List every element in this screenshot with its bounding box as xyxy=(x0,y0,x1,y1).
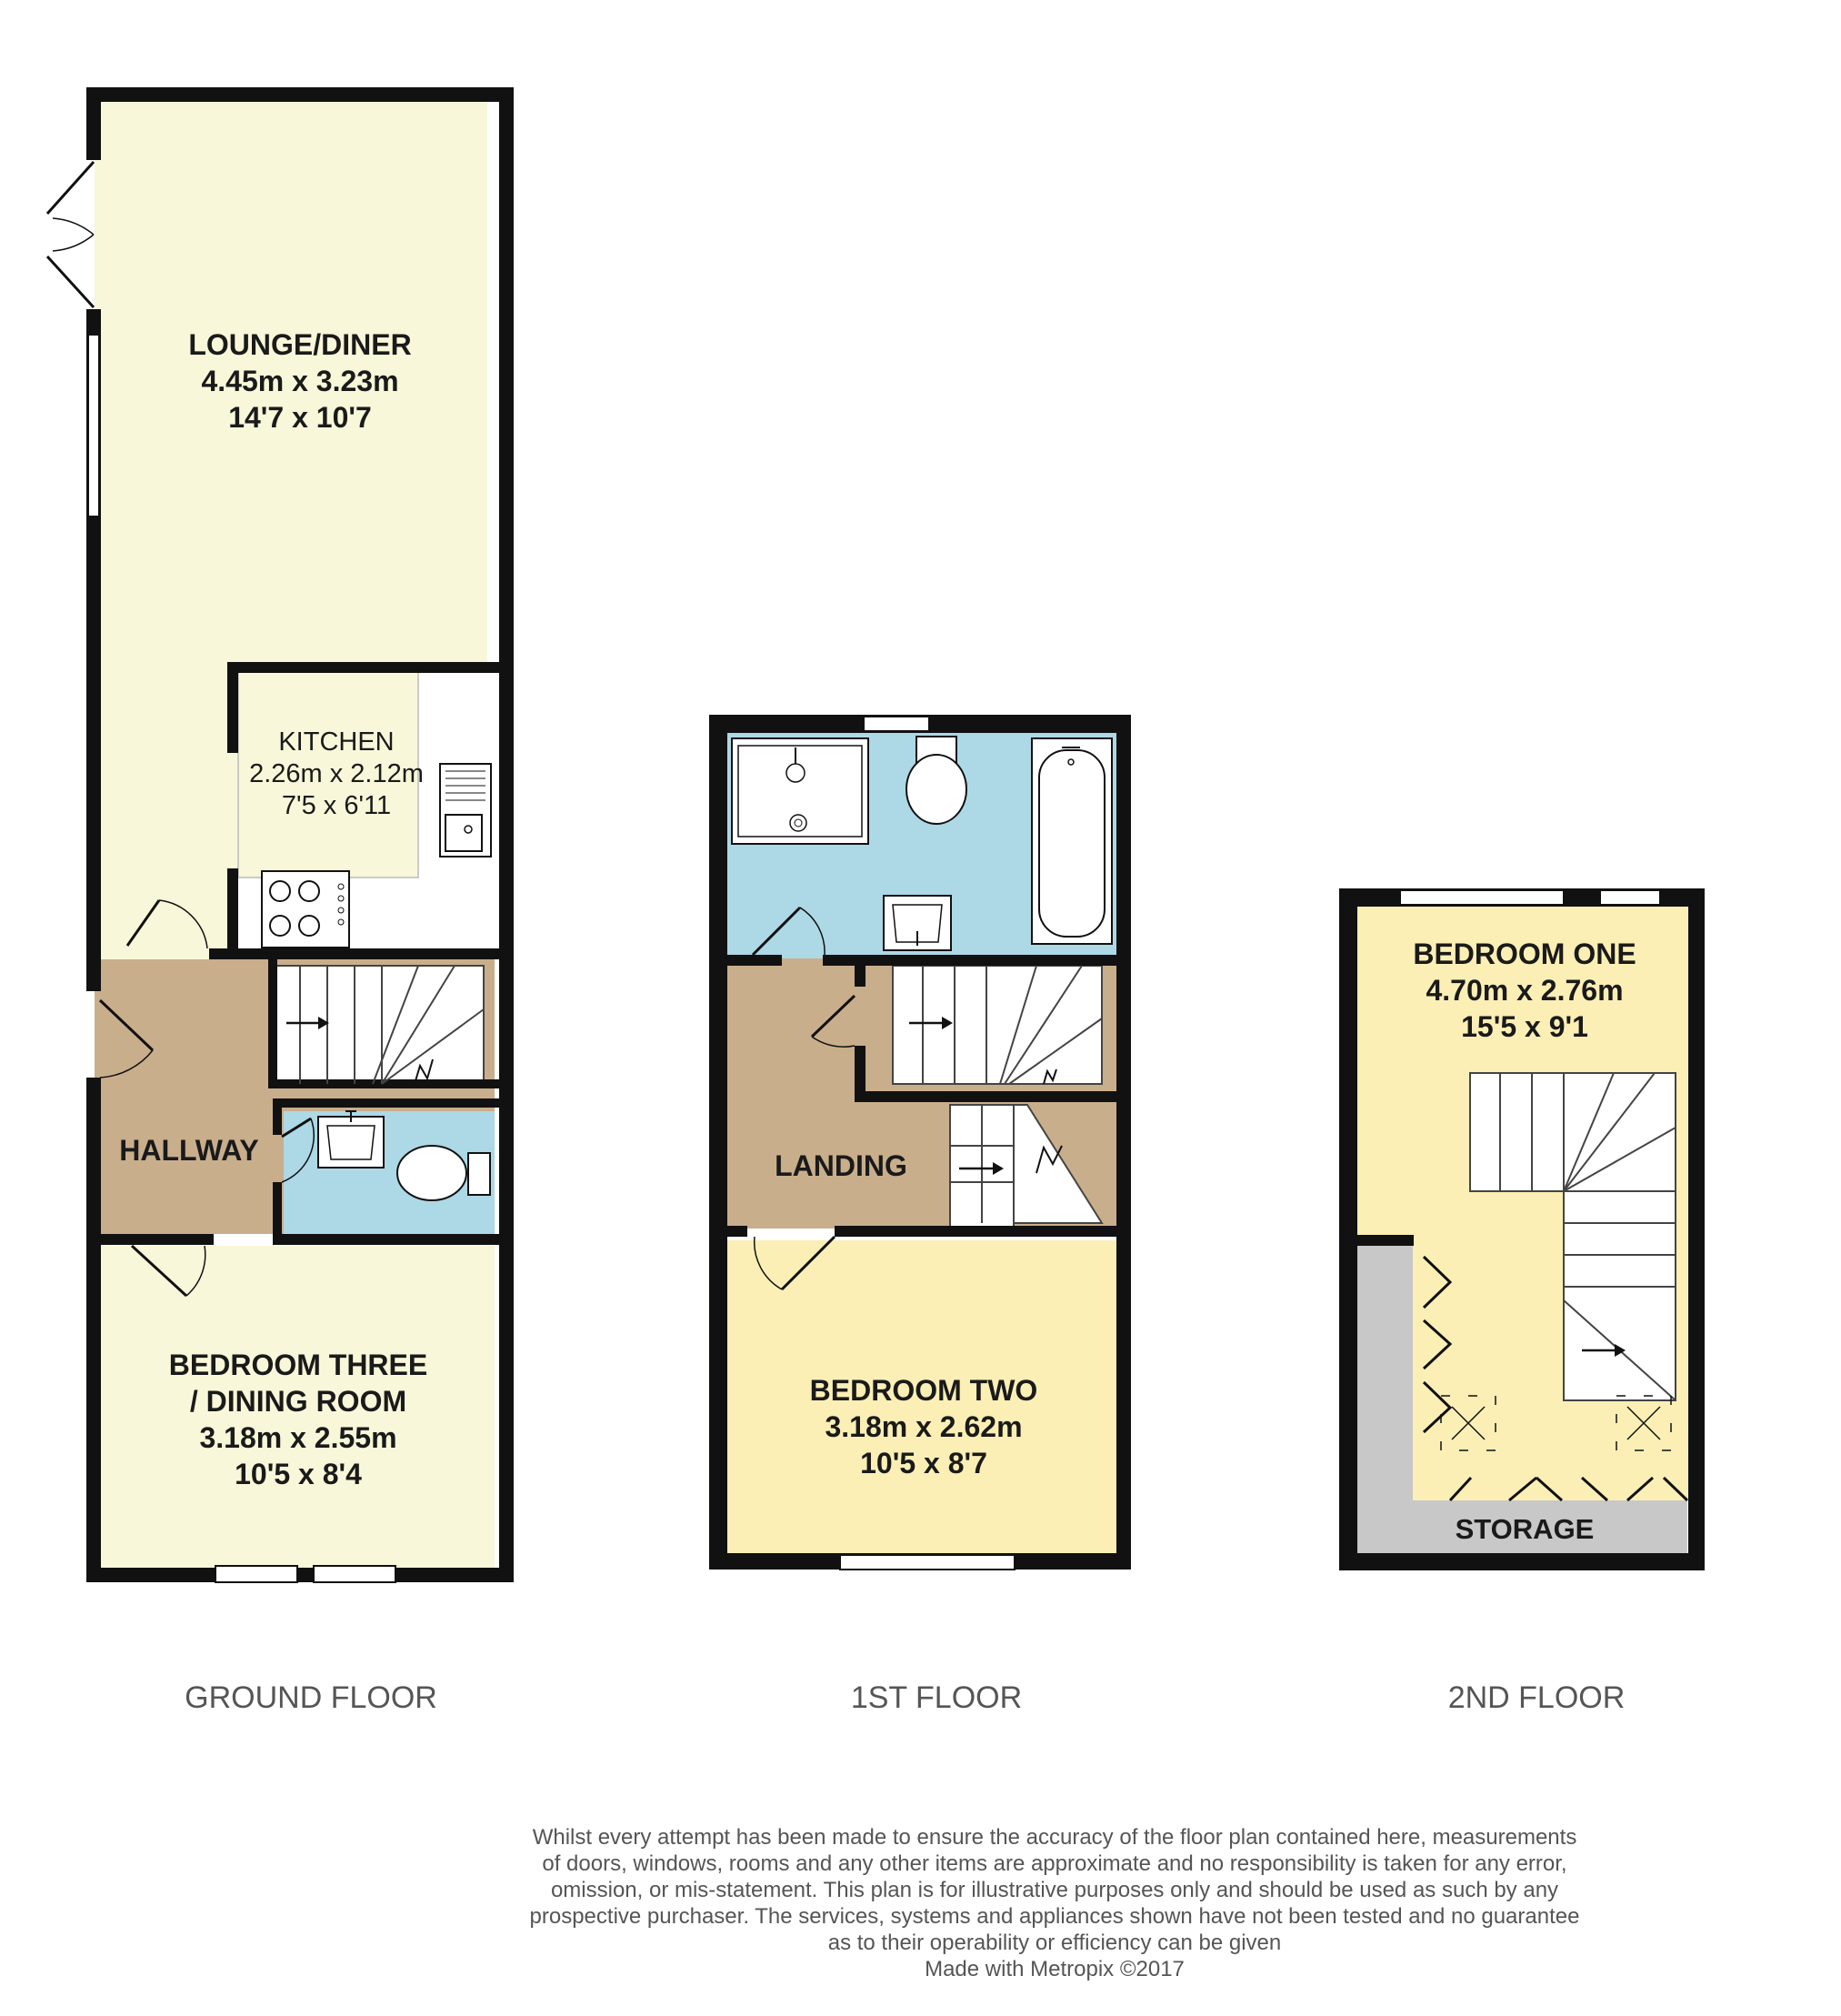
lounge-side-window xyxy=(88,335,99,517)
bedroom-three-metric: 3.18m x 2.55m xyxy=(199,1421,397,1454)
landing-title: LANDING xyxy=(775,1149,907,1182)
first-floor-plan xyxy=(709,715,1131,1715)
first-floor-label: 1ST FLOOR xyxy=(850,1680,1023,1715)
bedroom-two-title: BEDROOM TWO xyxy=(809,1374,1038,1407)
credit-line: Made with Metropix ©2017 xyxy=(925,1957,1185,1981)
bathroom-basin-icon xyxy=(884,896,951,950)
bedroom-three-window-left xyxy=(215,1566,297,1582)
bathroom-window xyxy=(864,717,929,731)
ground-floor-plan xyxy=(47,87,514,1715)
bedroom-three-title-2: / DINING ROOM xyxy=(189,1385,407,1418)
disclaimer-line: as to their operability or efficiency can be given xyxy=(827,1931,1282,1955)
bedroom-one-window-right xyxy=(1600,890,1660,905)
french-doors xyxy=(47,162,94,307)
bedroom-two-imperial: 10'5 x 8'7 xyxy=(860,1447,987,1479)
ground-stairs-area xyxy=(273,966,484,1084)
bedroom-three-imperial: 10'5 x 8'4 xyxy=(235,1458,362,1490)
bedroom-one-title: BEDROOM ONE xyxy=(1413,938,1636,970)
bath-icon xyxy=(1032,738,1112,944)
disclaimer xyxy=(455,1824,1655,1982)
disclaimer-line: Whilst every attempt has been made to ensure the accuracy of the floor plan contained here, measurements xyxy=(532,1825,1577,1850)
lounge-title: LOUNGE/DINER xyxy=(188,328,412,361)
kitchen-title: KITCHEN xyxy=(278,727,395,757)
bedroom-one-metric: 4.70m x 2.76m xyxy=(1426,974,1624,1007)
second-floor-plan xyxy=(1339,888,1705,1715)
kitchen-imperial: 7'5 x 6'11 xyxy=(281,791,392,820)
shower-tray-icon xyxy=(732,738,868,844)
hob-icon xyxy=(262,871,349,948)
wc-basin-icon xyxy=(318,1111,384,1168)
ground-floor-label: GROUND FLOOR xyxy=(185,1680,437,1715)
kitchen-metric: 2.26m x 2.12m xyxy=(249,759,424,788)
disclaimer-line: omission, or mis-statement. This plan is for illustrative purposes only and should be used as such by any xyxy=(550,1878,1559,1902)
storage-title: STORAGE xyxy=(1455,1513,1595,1545)
bedroom-two-window xyxy=(840,1555,1015,1570)
disclaimer-line: prospective purchaser. The services, systems and appliances shown have not been tested and no guarantee xyxy=(529,1904,1580,1929)
lounge-metric: 4.45m x 3.23m xyxy=(201,365,399,397)
lounge-imperial: 14'7 x 10'7 xyxy=(228,401,372,434)
toilet-icon xyxy=(397,1146,490,1200)
bedroom-one-window-left xyxy=(1400,890,1564,905)
bedroom-one-imperial: 15'5 x 9'1 xyxy=(1461,1010,1588,1043)
disclaimer-line: of doors, windows, rooms and any other items are approximate and no responsibility is taken for any error, xyxy=(542,1851,1567,1876)
second-floor-label: 2ND FLOOR xyxy=(1447,1680,1626,1715)
hallway-title: HALLWAY xyxy=(119,1134,259,1167)
kitchen-sink-icon xyxy=(440,764,491,857)
bedroom-two-metric: 3.18m x 2.62m xyxy=(825,1410,1023,1443)
bedroom-three-title-1: BEDROOM THREE xyxy=(168,1349,428,1381)
bedroom-three-window-right xyxy=(314,1566,395,1582)
